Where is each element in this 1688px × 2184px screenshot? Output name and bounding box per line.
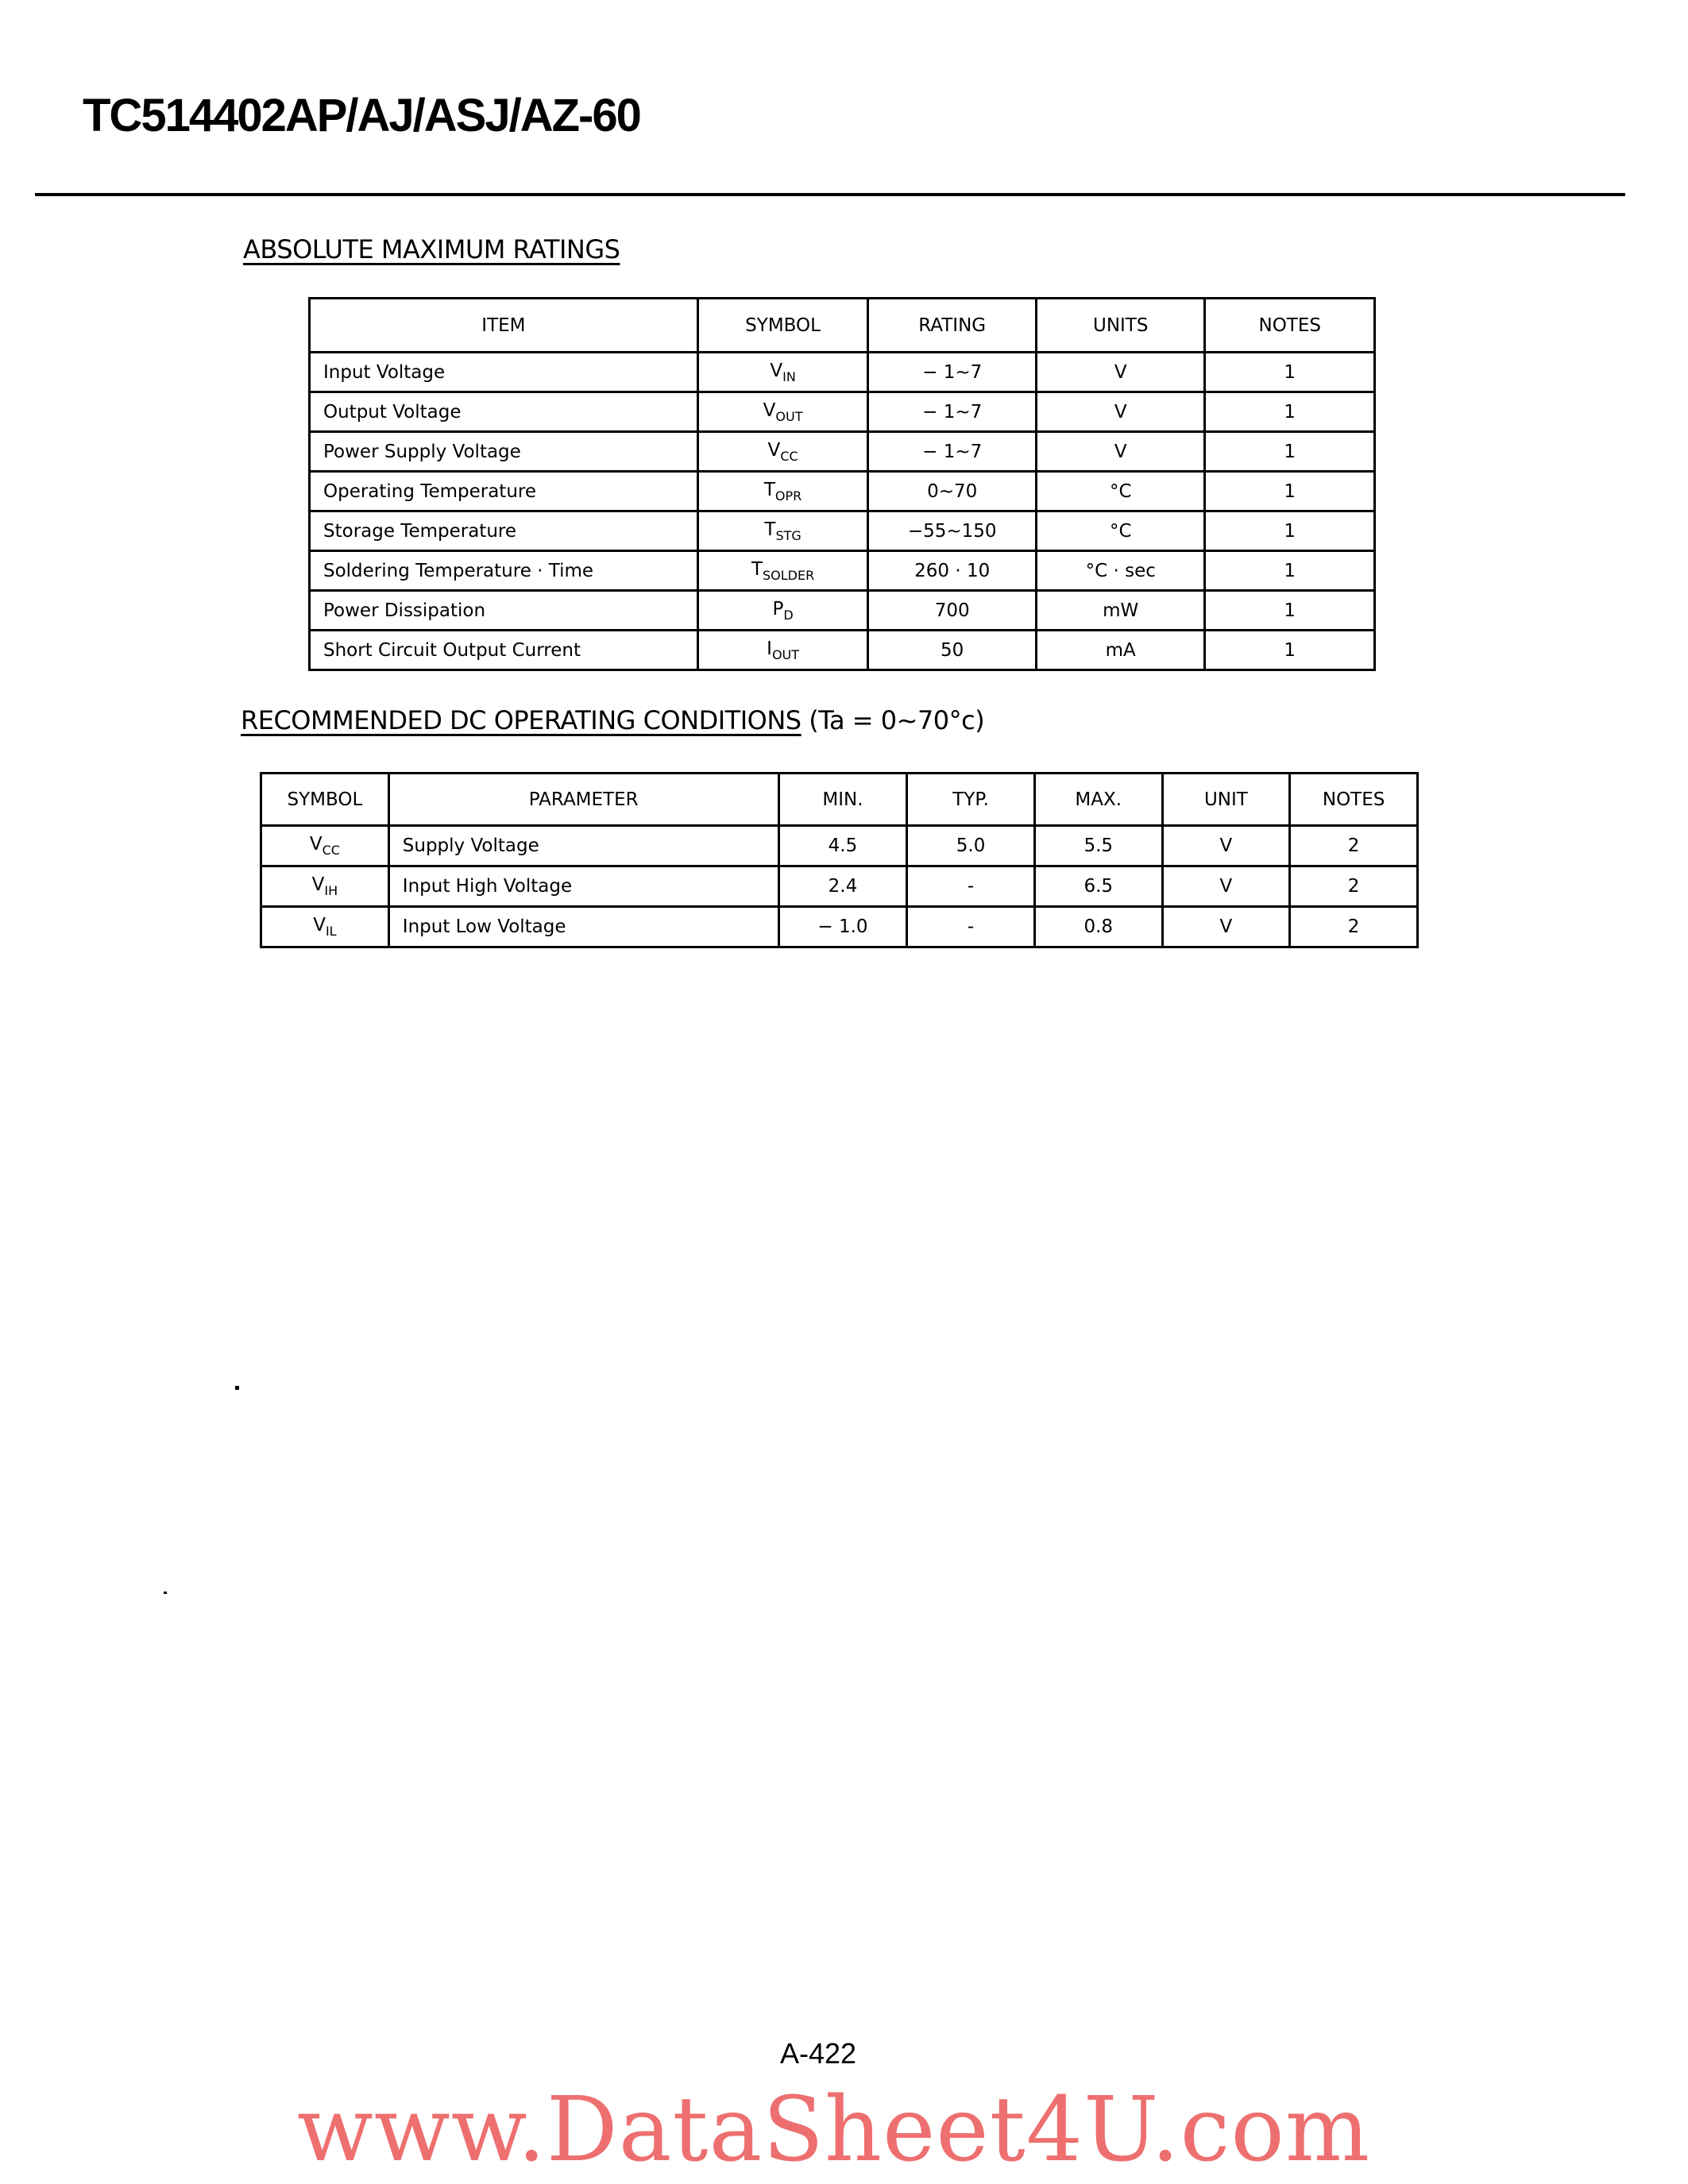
column-header: TYP. xyxy=(907,774,1035,826)
document-title: TC514402AP/AJ/ASJ/AZ-60 xyxy=(83,90,640,141)
symbol-subscript: CC xyxy=(322,843,340,858)
notes-cell: 2 xyxy=(1290,866,1418,907)
max-cell: 6.5 xyxy=(1034,866,1162,907)
rating-cell: 0~70 xyxy=(868,472,1037,511)
symbol: T xyxy=(763,479,775,500)
column-header: NOTES xyxy=(1205,299,1375,353)
table-row xyxy=(310,353,1375,392)
item-cell: Soldering Temperature · Time xyxy=(310,551,698,591)
notes-cell: 1 xyxy=(1205,631,1375,670)
table-row xyxy=(310,631,1375,670)
scan-speck xyxy=(164,1592,167,1594)
symbol-cell xyxy=(697,591,868,631)
symbol-subscript: IH xyxy=(324,883,338,898)
unit-cell: V xyxy=(1162,826,1290,866)
page-number: A-422 xyxy=(780,2037,857,2070)
units-cell: °C xyxy=(1037,472,1205,511)
absolute-max-heading-text: ABSOLUTE MAXIMUM RATINGS xyxy=(243,234,620,264)
item-cell: Storage Temperature xyxy=(310,511,698,551)
max-cell: 0.8 xyxy=(1034,907,1162,947)
recommended-heading-text: RECOMMENDED DC OPERATING CONDITIONS xyxy=(241,705,802,735)
table-header-row xyxy=(261,774,1418,826)
symbol: P xyxy=(772,598,784,619)
units-cell: mA xyxy=(1037,631,1205,670)
notes-cell: 1 xyxy=(1205,551,1375,591)
column-header: RATING xyxy=(868,299,1037,353)
table-row xyxy=(261,907,1418,947)
item-cell: Power Supply Voltage xyxy=(310,432,698,472)
table-row xyxy=(310,591,1375,631)
symbol: I xyxy=(767,638,772,659)
recommended-heading xyxy=(241,705,984,735)
symbol-subscript: D xyxy=(783,607,794,623)
notes-cell: 1 xyxy=(1205,511,1375,551)
notes-cell: 1 xyxy=(1205,432,1375,472)
symbol: V xyxy=(311,874,325,895)
notes-cell: 2 xyxy=(1290,907,1418,947)
units-cell: °C · sec xyxy=(1037,551,1205,591)
table-row xyxy=(310,551,1375,591)
column-header: SYMBOL xyxy=(697,299,868,353)
symbol-cell xyxy=(261,907,389,947)
absolute-max-table xyxy=(308,297,1376,671)
column-header: PARAMETER xyxy=(388,774,778,826)
units-cell: V xyxy=(1037,392,1205,432)
rating-cell: − 1~7 xyxy=(868,353,1037,392)
symbol-subscript: STG xyxy=(775,527,802,543)
table-row xyxy=(261,826,1418,866)
units-cell: V xyxy=(1037,432,1205,472)
rating-cell: 700 xyxy=(868,591,1037,631)
min-cell: − 1.0 xyxy=(778,907,907,947)
column-header: NOTES xyxy=(1290,774,1418,826)
notes-cell: 2 xyxy=(1290,826,1418,866)
item-cell: Short Circuit Output Current xyxy=(310,631,698,670)
column-header: UNITS xyxy=(1037,299,1205,353)
notes-cell: 1 xyxy=(1205,353,1375,392)
column-header: MIN. xyxy=(778,774,907,826)
symbol: V xyxy=(309,834,323,855)
symbol-cell xyxy=(697,631,868,670)
notes-cell: 1 xyxy=(1205,472,1375,511)
watermark-link[interactable]: www.DataSheet4U.com xyxy=(297,2078,1371,2182)
symbol-cell xyxy=(697,392,868,432)
max-cell: 5.5 xyxy=(1034,826,1162,866)
symbol-cell xyxy=(697,511,868,551)
recommended-condition: (Ta = 0~70°c) xyxy=(809,705,985,735)
symbol-subscript: IL xyxy=(325,924,337,939)
item-cell: Output Voltage xyxy=(310,392,698,432)
parameter-cell: Input High Voltage xyxy=(388,866,778,907)
parameter-cell: Supply Voltage xyxy=(388,826,778,866)
table-row xyxy=(261,866,1418,907)
column-header: ITEM xyxy=(310,299,698,353)
item-cell: Operating Temperature xyxy=(310,472,698,511)
units-cell: V xyxy=(1037,353,1205,392)
item-cell: Input Voltage xyxy=(310,353,698,392)
column-header: UNIT xyxy=(1162,774,1290,826)
typ-cell: - xyxy=(907,907,1035,947)
absolute-max-heading xyxy=(243,234,620,264)
rating-cell: 50 xyxy=(868,631,1037,670)
symbol: T xyxy=(751,558,763,580)
rating-cell: −55~150 xyxy=(868,511,1037,551)
unit-cell: V xyxy=(1162,866,1290,907)
table-row xyxy=(310,392,1375,432)
units-cell: mW xyxy=(1037,591,1205,631)
symbol: V xyxy=(313,915,326,936)
symbol: V xyxy=(767,439,781,461)
table-row xyxy=(310,432,1375,472)
symbol-subscript: IN xyxy=(782,369,796,384)
symbol: V xyxy=(763,399,776,421)
unit-cell: V xyxy=(1162,907,1290,947)
symbol-cell xyxy=(697,432,868,472)
rating-cell: − 1~7 xyxy=(868,432,1037,472)
symbol-subscript: OUT xyxy=(775,408,803,424)
table-row xyxy=(310,511,1375,551)
typ-cell: 5.0 xyxy=(907,826,1035,866)
column-header: SYMBOL xyxy=(261,774,389,826)
symbol-cell xyxy=(697,472,868,511)
symbol-cell xyxy=(697,353,868,392)
column-header: MAX. xyxy=(1034,774,1162,826)
recommended-table xyxy=(260,772,1419,948)
symbol-cell xyxy=(261,866,389,907)
symbol-subscript: OUT xyxy=(771,646,800,662)
symbol-subscript: OPR xyxy=(774,488,802,504)
units-cell: °C xyxy=(1037,511,1205,551)
table-header-row xyxy=(310,299,1375,353)
symbol-cell xyxy=(697,551,868,591)
header-rule xyxy=(35,193,1625,196)
min-cell: 4.5 xyxy=(778,826,907,866)
min-cell: 2.4 xyxy=(778,866,907,907)
table-row xyxy=(310,472,1375,511)
notes-cell: 1 xyxy=(1205,591,1375,631)
symbol-cell xyxy=(261,826,389,866)
symbol: T xyxy=(764,519,776,540)
notes-cell: 1 xyxy=(1205,392,1375,432)
item-cell: Power Dissipation xyxy=(310,591,698,631)
scan-speck xyxy=(235,1386,239,1390)
typ-cell: - xyxy=(907,866,1035,907)
rating-cell: − 1~7 xyxy=(868,392,1037,432)
parameter-cell: Input Low Voltage xyxy=(388,907,778,947)
rating-cell: 260 · 10 xyxy=(868,551,1037,591)
symbol-subscript: CC xyxy=(780,448,798,464)
symbol: V xyxy=(770,360,783,381)
symbol-subscript: SOLDER xyxy=(763,567,815,583)
